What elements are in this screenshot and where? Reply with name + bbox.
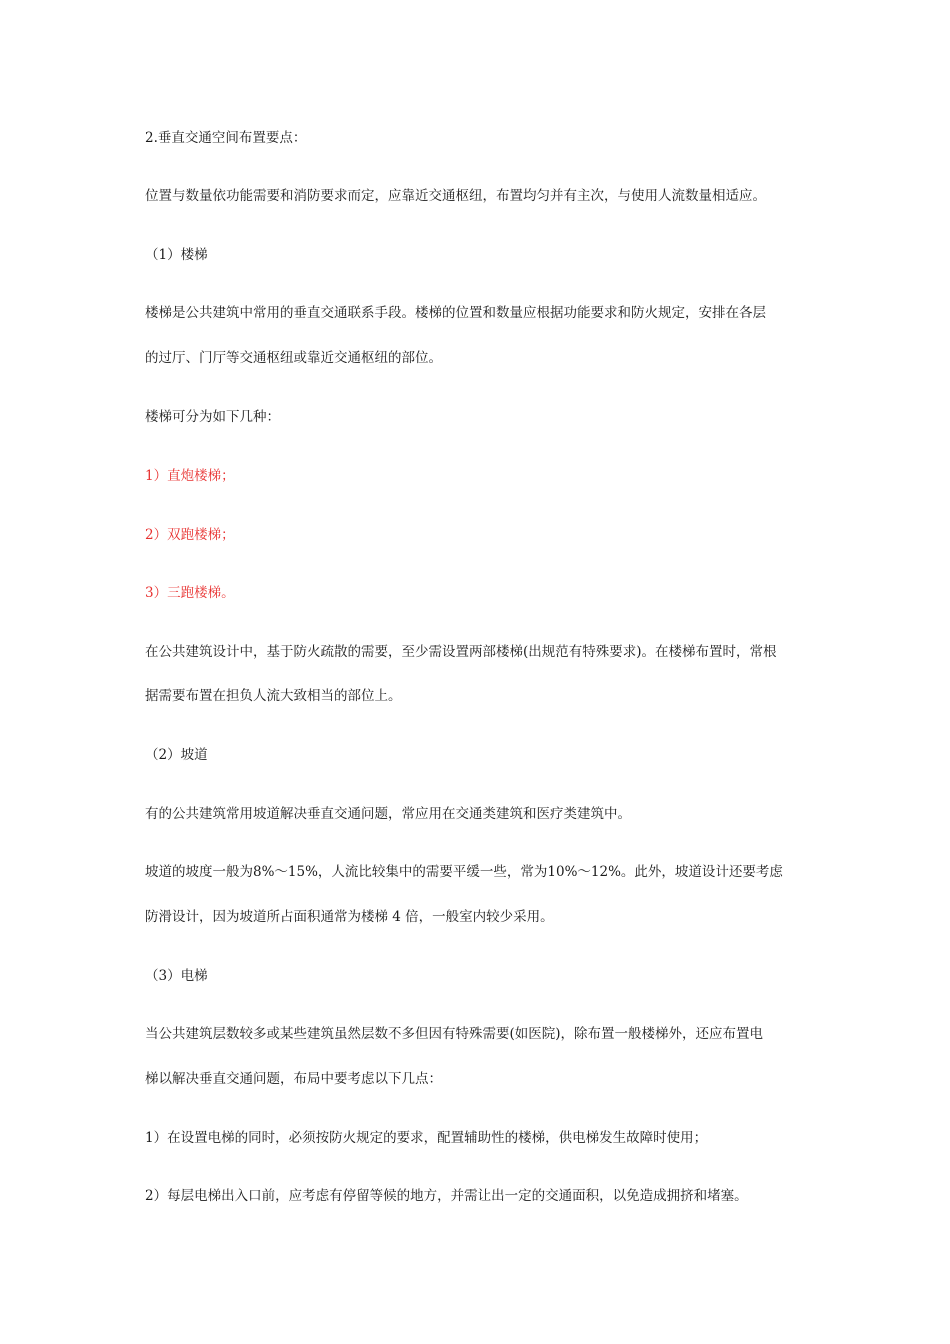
ramp-paragraph-1: 有的公共建筑常用坡道解决垂直交通问题，常应用在交通类建筑和医疗类建筑中。	[145, 806, 631, 822]
stairs-paragraph-line-1: 楼梯是公共建筑中常用的垂直交通联系手段。楼梯的位置和数量应根据功能要求和防火规定，安排在各层	[145, 305, 766, 321]
elevator-point-item: 2）每层电梯出入口前，应考虑有停留等候的地方，并需让出一定的交通面积，以免造成拥挤和堵塞。	[145, 1188, 748, 1204]
stairs-paragraph-2-line-2: 据需要布置在担负人流大致相当的部位上。	[145, 688, 402, 704]
intro-paragraph: 位置与数量依功能需要和消防要求而定，应靠近交通枢纽，布置均匀并有主次，与使用人流数量相适应。	[145, 188, 766, 204]
stairs-title: （1）楼梯	[145, 247, 208, 263]
stairs-paragraph-2-line-1: 在公共建筑设计中，基于防火疏散的需要，至少需设置两部楼梯(出规范有特殊要求)。在楼梯布置时，常根	[145, 644, 777, 660]
stairs-type-item: 2）双跑楼梯；	[145, 527, 235, 543]
stairs-type-item: 1）直炮楼梯；	[145, 468, 235, 484]
elevator-paragraph-line-1: 当公共建筑层数较多或某些建筑虽然层数不多但因有特殊需要(如医院)，除布置一般楼梯外，还应布置电	[145, 1026, 764, 1042]
ramp-paragraph-2-line-2: 防滑设计，因为坡道所占面积通常为楼梯 4 倍，一般室内较少采用。	[145, 909, 554, 925]
elevator-paragraph-line-2: 梯以解决垂直交通问题，布局中要考虑以下几点：	[145, 1071, 442, 1087]
section-heading: 2.垂直交通空间布置要点：	[145, 130, 307, 146]
ramp-title: （2）坡道	[145, 747, 208, 763]
ramp-paragraph-2-line-1: 坡道的坡度一般为8%～15%，人流比较集中的需要平缓一些，常为10%～12%。此外，坡道设计还要考虑	[145, 864, 783, 880]
stairs-type-item: 3）三跑楼梯。	[145, 585, 235, 601]
stairs-paragraph-line-2: 的过厅、门厅等交通枢纽或靠近交通枢纽的部位。	[145, 350, 442, 366]
elevator-point-item: 1）在设置电梯的同时，必须按防火规定的要求，配置辅助性的楼梯，供电梯发生故障时使用；	[145, 1130, 708, 1146]
elevator-title: （3）电梯	[145, 968, 208, 984]
stairs-types-intro: 楼梯可分为如下几种：	[145, 409, 280, 425]
